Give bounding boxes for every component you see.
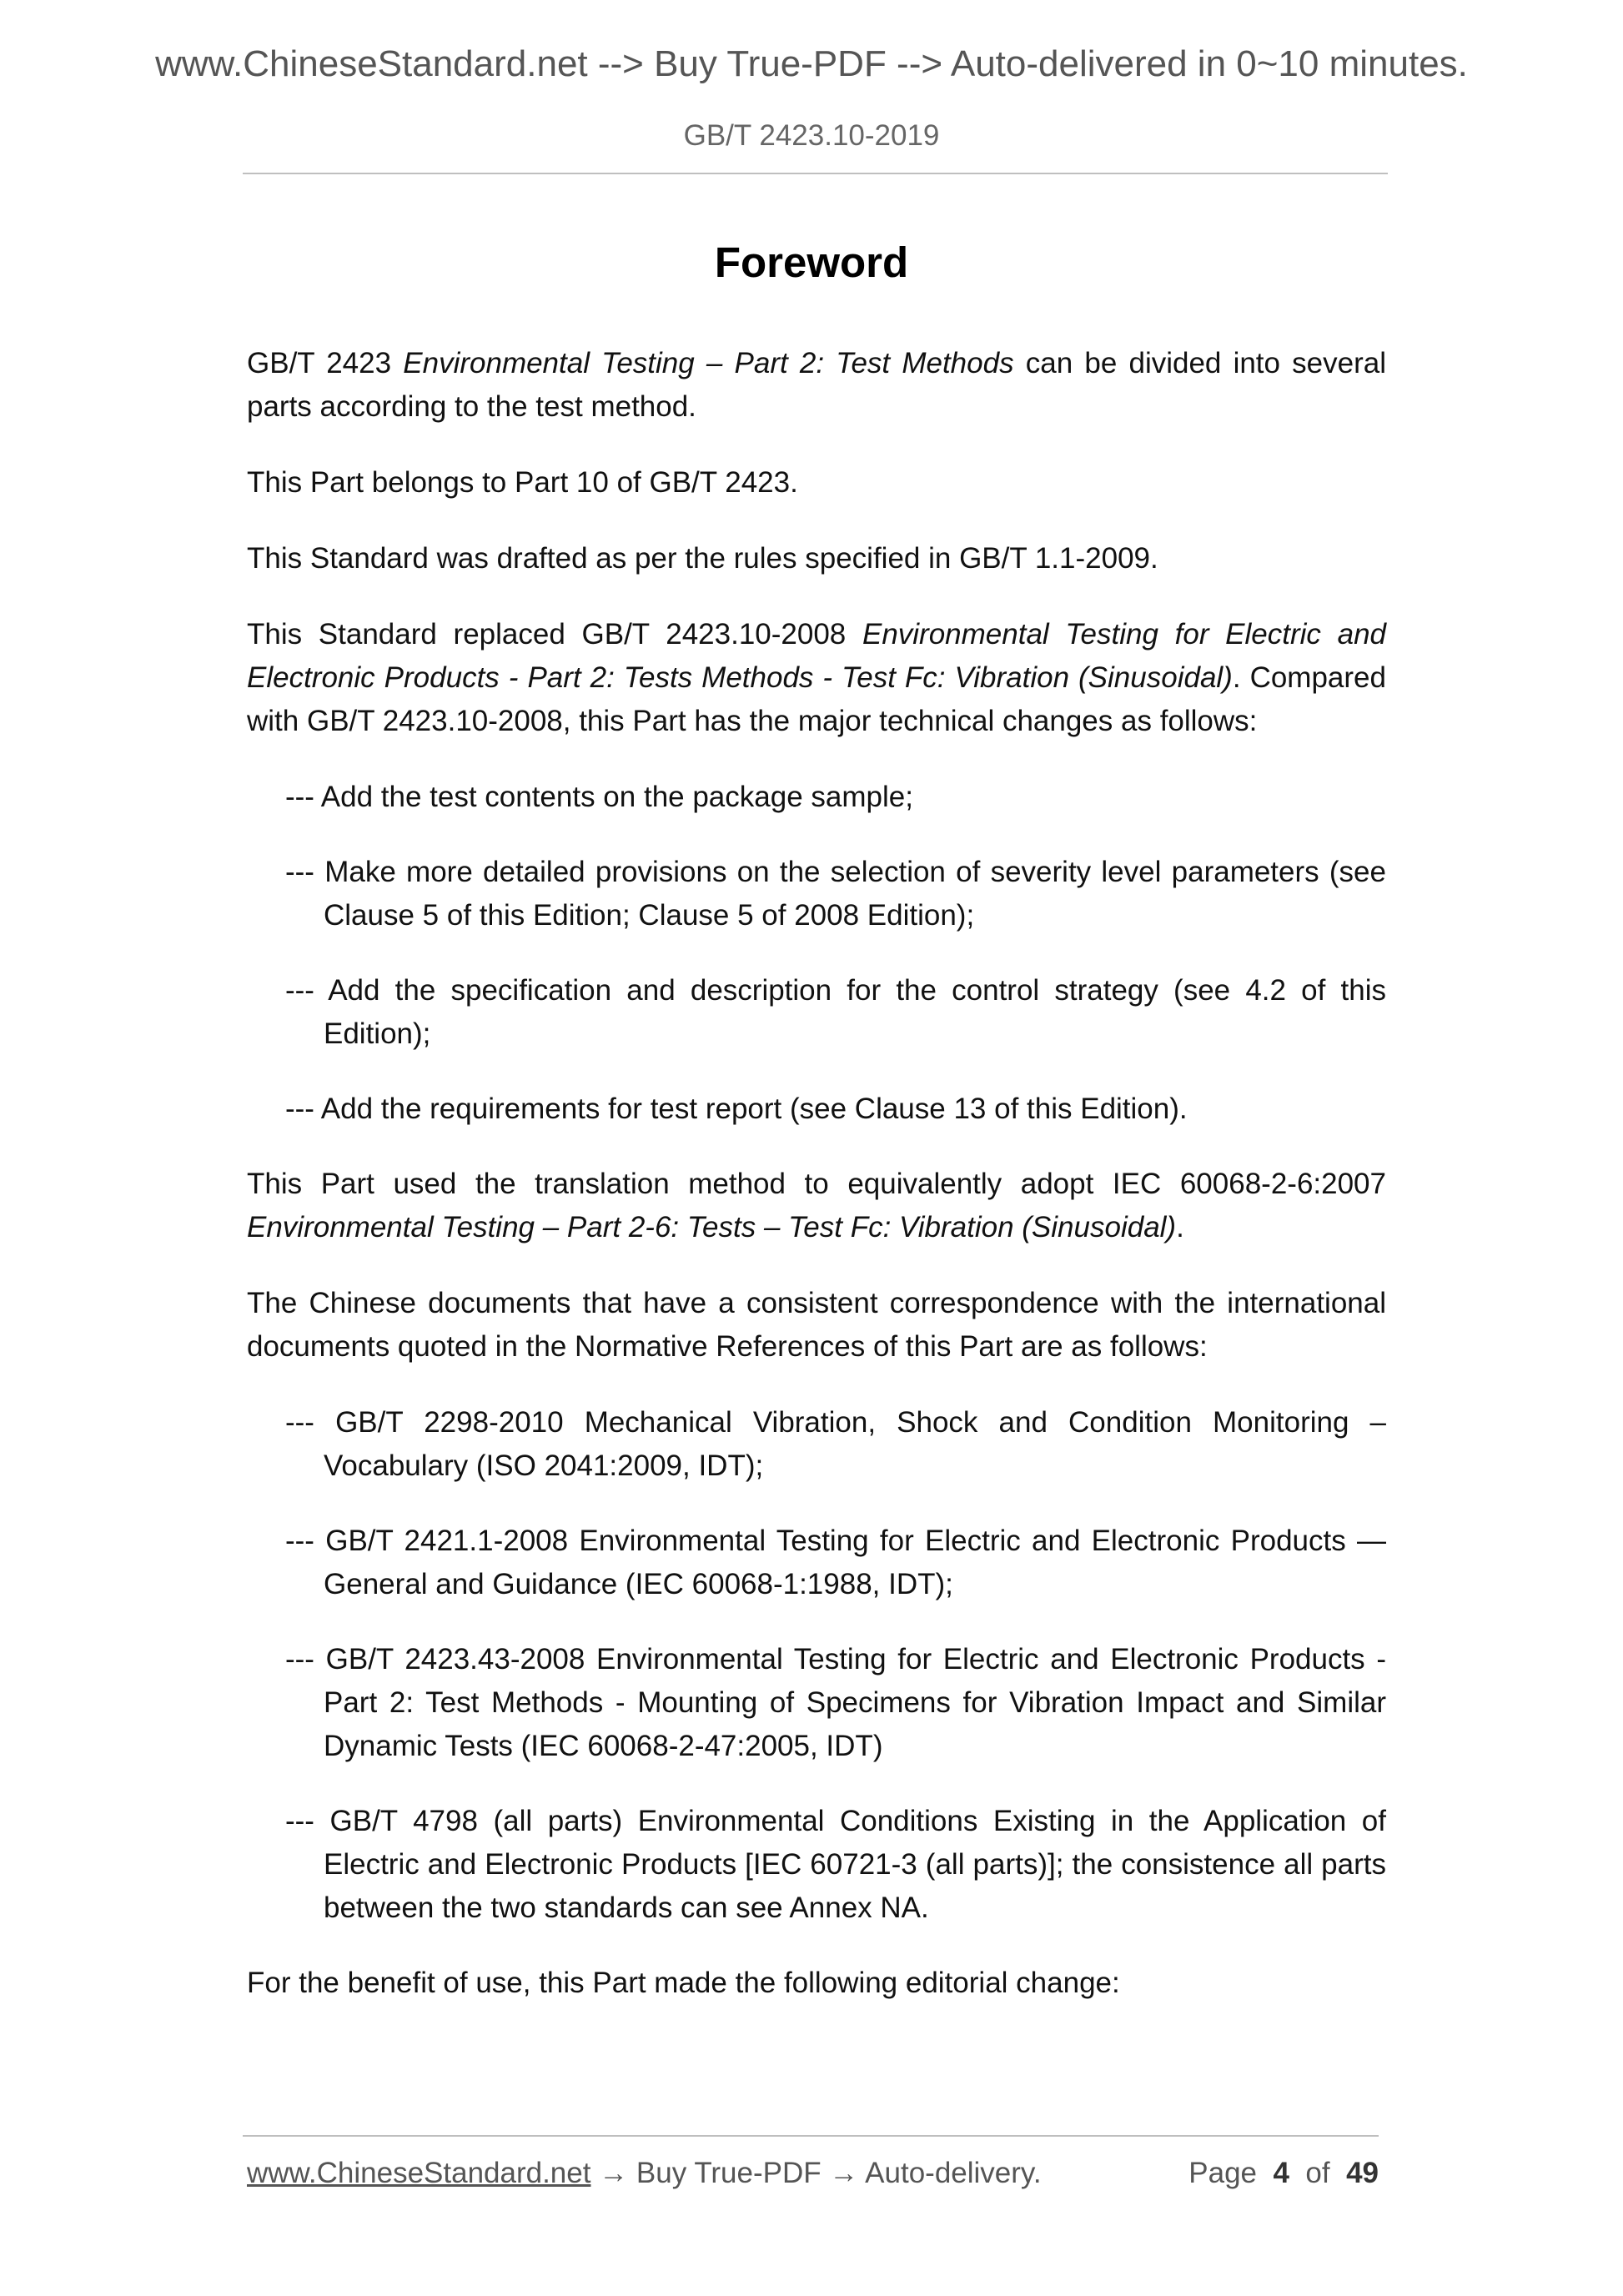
text-run: can be divided into several parts according to the test method. [247,347,1387,423]
paragraph-replacement [247,613,1386,743]
footer-link[interactable]: www.ChineseStandard.net [247,2157,591,2189]
text-run: GB/T 2423 [247,347,404,379]
change-item: --- Add the specification and description for the control strategy (see 4.2 of this Edition); [285,974,1386,1050]
change-item: --- Add the requirements for test report (see Clause 13 of this Edition). [285,1093,1188,1125]
page-number: 4 [1273,2157,1289,2189]
reference-item: --- GB/T 2423.43-2008 Environmental Testing for Electric and Electronic Products - Part 2: Test Methods - Mounting of Specimens for Vibration Impact and Similar Dynamic Tests (IEC 60068-2-47:2005, IDT) [285,1643,1386,1762]
footer-tail: → Buy True-PDF → Auto-delivery. [590,2157,1042,2189]
text-run: This Standard replaced GB/T 2423.10-2008 [247,618,862,651]
page-total: 49 [1346,2157,1379,2189]
change-item: --- Add the test contents on the package sample; [285,781,913,813]
footer-promo [247,2157,1042,2190]
change-item: --- Make more detailed provisions on the selection of severity level parameters (see Clause 5 of this Edition; Clause 5 of 2008 Edition); [285,856,1386,932]
paragraph-editorial-change: For the benefit of use, this Part made the following editorial change: [247,1967,1120,1999]
paragraph-correspondence: The Chinese documents that have a consistent correspondence with the international documents quoted in the Normative References of this Part are as follows: [247,1287,1386,1363]
paragraph-adoption [247,1163,1386,1249]
text-run: . Compared with GB/T 2423.10-2008, this Part has the major technical changes as follows: [247,661,1386,737]
standard-title-italic: Environmental Testing – Part 2-6: Tests – Test Fc: Vibration (Sinusoidal) [247,1211,1177,1243]
foreword-body [247,342,1386,2037]
paragraph-part-number: This Part belongs to Part 10 of GB/T 2423. [247,466,798,499]
paragraph-intro [247,342,1386,429]
page-label: Page [1188,2157,1258,2189]
page-indicator [1188,2157,1379,2190]
header-divider [243,173,1388,174]
paragraph-drafting-rules: This Standard was drafted as per the rules specified in GB/T 1.1-2009. [247,542,1158,575]
text-run: This Part used the translation method to equivalently adopt IEC 60068-2-6:2007 [247,1168,1386,1200]
reference-item: --- GB/T 4798 (all parts) Environmental Conditions Existing in the Application of Electric and Electronic Products [IEC 60721-3 (all parts)]; the consistence all parts between the two standards can see Annex NA. [285,1805,1386,1924]
document-code: GB/T 2423.10-2019 [683,119,940,152]
standard-title-italic: Environmental Testing – Part 2: Test Methods [403,347,1014,379]
reference-item: --- GB/T 2421.1-2008 Environmental Testing for Electric and Electronic Products — General and Guidance (IEC 60068-1:1988, IDT); [285,1525,1386,1600]
page-title: Foreword [714,239,909,286]
footer-divider [243,2135,1379,2137]
top-banner[interactable]: www.ChineseStandard.net --> Buy True-PDF --> Auto-delivered in 0~10 minutes. [155,43,1468,84]
standard-title-italic: Environmental Testing for Electric and Electronic Products - Part 2: Tests Methods - Test Fc: Vibration (Sinusoidal) [247,618,1387,694]
of-label: of [1305,2157,1330,2189]
text-run: . [1176,1211,1184,1243]
reference-item: --- GB/T 2298-2010 Mechanical Vibration, Shock and Condition Monitoring – Vocabulary (ISO 2041:2009, IDT); [285,1406,1386,1482]
